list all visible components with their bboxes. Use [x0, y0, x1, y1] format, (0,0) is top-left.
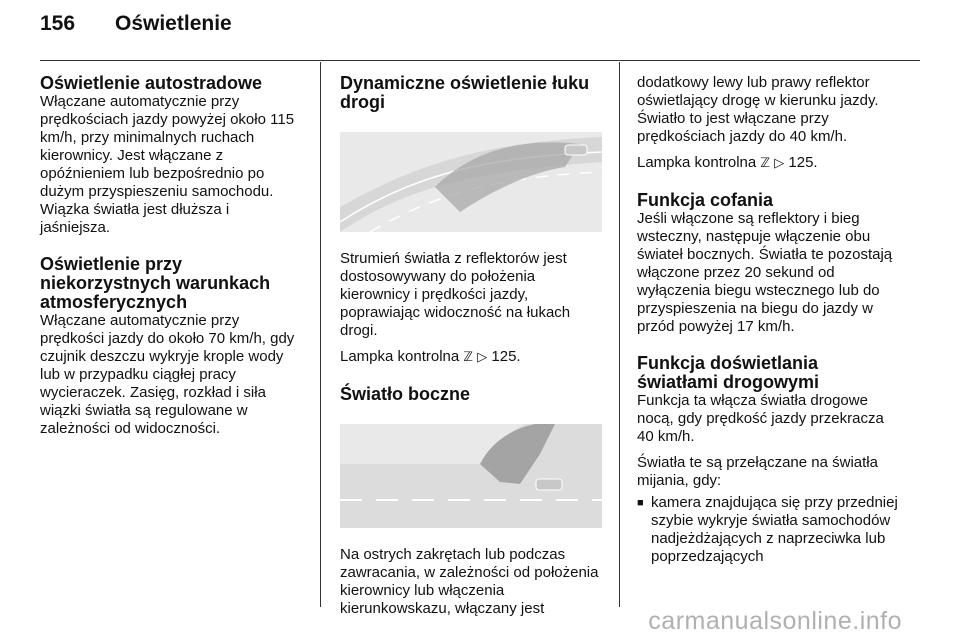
- section-title-highway-lighting: Oświetlenie autostradowe: [40, 73, 263, 93]
- section-text-bad-weather-lighting: Włączane automatycznie przy prędkości jazdy do około 70 km/h, gdy czujnik deszczu wykryje krople wody lub w przypadku ciągłej pracy wycieraczek. Zasięg, rozkład i siła wiązki światła są regulowane w zależności od widoczności.: [40, 312, 295, 437]
- indicator-lamp-symbol-2: ℤ ▷: [760, 156, 785, 171]
- section-title-dynamic-curve-lighting: Dynamiczne oświetlenie łuku drogi: [340, 73, 590, 112]
- section-title-reverse-function: Funkcja cofania: [637, 190, 774, 210]
- watermark: carmanualsonline.info: [648, 607, 902, 635]
- column-3: [637, 74, 902, 566]
- column-1: [40, 74, 302, 438]
- section-text-high-beam-assist: Funkcja ta włącza światła drogowe nocą, gdy prędkość jazdy przekracza 40 km/h.: [637, 392, 884, 445]
- indicator-lamp-page-ref-2: 125.: [788, 154, 818, 171]
- section-text-reverse-function: Jeśli włączone są reflektory i bieg wsteczny, następuje włączenie obu świateł bocznych. Światła te pozostają włączone przez 20 sekund od wyłączenia biegu wstecznego lub do przyspieszenia na biegu do jazdy w przód powyżej 17 km/h.: [637, 210, 893, 335]
- section-text-highway-lighting: Włączane automatycznie przy prędkościach jazdy powyżej około 115 km/h, przy minimalnych ruchach kierownicy. Jest włączane z opóźnieniem lub bezpośrednio po dużym przyspieszeniu samochodu. Wiązka światła jest dłuższa i jaśniejsza.: [40, 93, 295, 236]
- side-light-graphic: [340, 424, 602, 528]
- indicator-lamp-label-2: Lampka kontrolna: [637, 154, 757, 171]
- column-divider-2: [619, 62, 620, 607]
- section-text-dynamic-curve-lighting: Strumień światła z reflektorów jest dostosowywany do położenia kierownicy i prędkości jazdy, poprawiając widoczność na łukach drogi.: [340, 250, 571, 339]
- page-number: 156: [40, 12, 76, 35]
- header-rule: [40, 60, 920, 61]
- column-2: [340, 74, 602, 618]
- curve-lighting-illustration: [340, 132, 602, 232]
- curve-road-graphic: [340, 132, 602, 232]
- page-title: Oświetlenie: [115, 12, 232, 35]
- indicator-lamp-line: [340, 348, 602, 367]
- indicator-lamp-symbol: ℤ ▷: [463, 350, 488, 365]
- indicator-lamp-page-ref: 125.: [491, 348, 521, 365]
- indicator-lamp-label: Lampka kontrolna: [340, 348, 460, 365]
- section-title-bad-weather-lighting: Oświetlenie przy niekorzystnych warunkach atmosferycznych: [40, 254, 271, 312]
- side-light-illustration: [340, 424, 602, 528]
- page-header: [40, 12, 920, 52]
- section-title-high-beam-assist: Funkcja doświetlania światłami drogowymi: [637, 353, 820, 392]
- side-light-text-continued: dodatkowy lewy lub prawy reflektor oświetlający drogę w kierunku jazdy. Światło to jest włączane przy prędkościach jazdy do 40 km/h.: [637, 74, 879, 145]
- list-item: ■ kamera znajdująca się przy przedniej szybie wykryje światła samochodów nadjeżdżających z naprzeciwka lub poprzedzających: [637, 494, 902, 566]
- condition-list: [637, 494, 902, 566]
- column-divider-1: [320, 62, 321, 607]
- section-text-side-light: Na ostrych zakrętach lub podczas zawracania, w zależności od położenia kierownicy lub włączenia kierunkowskazu, włączany jest: [340, 546, 599, 617]
- indicator-lamp-line-2: [637, 154, 902, 173]
- section-text-high-beam-assist-2: Światła te są przełączane na światła mijania, gdy:: [637, 454, 878, 489]
- section-title-side-light: Światło boczne: [340, 384, 471, 404]
